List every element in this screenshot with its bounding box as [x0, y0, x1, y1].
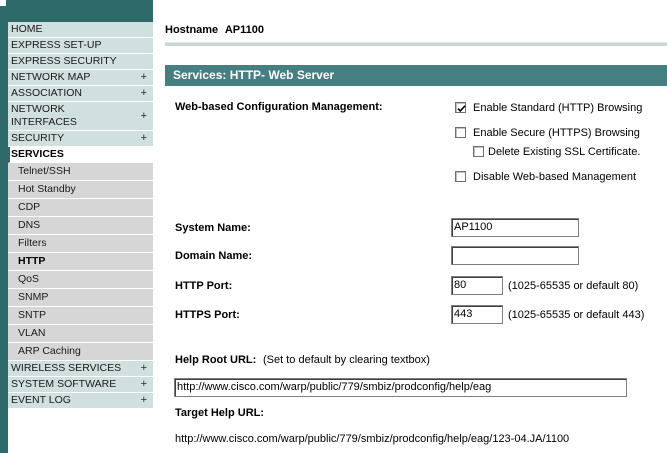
expand-plus-icon[interactable]: +	[140, 362, 147, 374]
domain-name-input[interactable]	[451, 246, 579, 265]
disable-web-mgmt-checkbox[interactable]	[455, 171, 466, 182]
sidebar-item-label: NETWORK INTERFACES	[11, 103, 77, 128]
sidebar-item-label: SECURITY	[11, 132, 65, 144]
hostname-value: AP1100	[224, 24, 264, 36]
target-help-url-value: http://www.cisco.com/warp/public/779/smbiz/prodconfig/help/eag/123-04.JA/1100	[175, 433, 570, 445]
sidebar-item-event-log[interactable]	[8, 393, 153, 409]
sidebar-item-network-map[interactable]	[8, 70, 153, 86]
navigation-sidebar	[0, 0, 153, 453]
sidebar-subitem-label: HTTP	[18, 255, 46, 267]
sidebar-item-wireless-services[interactable]	[8, 361, 153, 377]
sidebar-top-notch	[0, 0, 6, 6]
enable-http-checkbox[interactable]	[455, 102, 466, 113]
enable-http-label: Enable Standard (HTTP) Browsing	[473, 102, 643, 114]
enable-https-label: Enable Secure (HTTPS) Browsing	[473, 127, 640, 139]
sidebar-subitem-label: Hot Standby	[18, 183, 76, 195]
system-name-input[interactable]	[451, 218, 579, 237]
sidebar-subitem-label: DNS	[18, 219, 41, 231]
sidebar-item-label: EXPRESS SET-UP	[11, 39, 102, 51]
sidebar-subitem-label: Telnet/SSH	[18, 165, 71, 177]
sidebar-subitem-label: SNTP	[18, 309, 47, 321]
section-header-bar	[165, 65, 667, 86]
domain-name-label: Domain Name:	[175, 250, 253, 262]
sidebar-item-system-software[interactable]	[8, 377, 153, 393]
sidebar-menu	[8, 22, 153, 409]
sidebar-subitem-vlan[interactable]	[8, 325, 153, 343]
https-port-hint: (1025-65535 or default 443)	[508, 309, 645, 321]
sidebar-subitem-hot-standby[interactable]	[8, 181, 153, 199]
hostname-label: Hostname	[165, 24, 219, 36]
sidebar-subitem-label: VLAN	[18, 327, 46, 339]
http-port-value: 80	[454, 279, 467, 291]
sidebar-item-label: EXPRESS SECURITY	[11, 55, 117, 67]
sidebar-subitem-filters[interactable]	[8, 235, 153, 253]
sidebar-subitem-label: Filters	[18, 237, 47, 249]
https-port-value: 443	[454, 308, 473, 320]
page-title: Services: HTTP- Web Server	[173, 68, 335, 82]
disable-web-mgmt-label: Disable Web-based Management	[473, 171, 637, 183]
sidebar-subitem-label: QoS	[18, 273, 40, 285]
help-root-url-note: (Set to default by clearing textbox)	[263, 354, 430, 366]
web-config-label: Web-based Configuration Management:	[175, 101, 383, 113]
http-port-input[interactable]	[451, 276, 503, 295]
system-name-value: AP1100	[454, 221, 493, 233]
sidebar-item-label: ASSOCIATION	[11, 87, 82, 99]
checkmark-icon	[456, 103, 467, 114]
http-port-label: HTTP Port:	[175, 280, 233, 292]
sidebar-item-services[interactable]	[8, 147, 153, 163]
sidebar-item-network-interfaces[interactable]	[8, 102, 153, 131]
expand-plus-icon[interactable]: +	[140, 378, 147, 390]
hostname-display	[165, 24, 264, 36]
sidebar-subitem-label: ARP Caching	[18, 345, 81, 357]
sidebar-subitem-arp-caching[interactable]	[8, 343, 153, 361]
expand-plus-icon[interactable]: +	[140, 71, 147, 83]
http-port-hint: (1025-65535 or default 80)	[508, 280, 639, 292]
sidebar-item-express-setup[interactable]	[8, 38, 153, 54]
https-port-input[interactable]	[451, 305, 503, 324]
sidebar-subitem-telnet-ssh[interactable]	[8, 163, 153, 181]
sidebar-item-label: SERVICES	[11, 148, 64, 160]
sidebar-subitem-cdp[interactable]	[8, 199, 153, 217]
expand-plus-icon[interactable]: +	[140, 394, 147, 406]
sidebar-subitem-label: CDP	[18, 201, 41, 213]
sidebar-item-label: SYSTEM SOFTWARE	[11, 378, 117, 390]
sidebar-subitem-qos[interactable]	[8, 271, 153, 289]
sidebar-subitem-dns[interactable]	[8, 217, 153, 235]
sidebar-item-security[interactable]	[8, 131, 153, 147]
sidebar-item-home[interactable]	[8, 22, 153, 38]
expand-plus-icon[interactable]: +	[140, 132, 147, 144]
help-root-url-label: Help Root URL:	[175, 354, 257, 366]
enable-https-checkbox[interactable]	[455, 127, 466, 138]
help-root-url-value: http://www.cisco.com/warp/public/779/smbiz/prodconfig/help/eag	[177, 381, 492, 393]
sidebar-subitem-label: SNMP	[18, 291, 49, 303]
system-name-label: System Name:	[175, 222, 251, 234]
sidebar-item-label: WIRELESS SERVICES	[11, 362, 122, 374]
sidebar-item-express-security[interactable]	[8, 54, 153, 70]
sidebar-subitem-http[interactable]	[8, 253, 153, 271]
expand-plus-icon[interactable]: +	[140, 87, 147, 99]
expand-plus-icon[interactable]: +	[140, 110, 147, 122]
help-root-url-input[interactable]	[174, 378, 627, 397]
sidebar-item-label: NETWORK MAP	[11, 71, 91, 83]
sidebar-item-label: EVENT LOG	[11, 394, 71, 406]
sidebar-subitem-sntp[interactable]	[8, 307, 153, 325]
https-port-label: HTTPS Port:	[175, 309, 240, 321]
target-help-url-label: Target Help URL:	[175, 407, 265, 419]
sidebar-top-band	[0, 0, 153, 22]
sidebar-item-association[interactable]	[8, 86, 153, 102]
delete-ssl-label: Delete Existing SSL Certificate.	[488, 146, 641, 158]
delete-ssl-checkbox[interactable]	[473, 146, 484, 157]
sidebar-subitem-snmp[interactable]	[8, 289, 153, 307]
sidebar-left-band	[0, 22, 8, 453]
header-divider	[165, 42, 667, 46]
sidebar-item-label: HOME	[11, 23, 43, 35]
